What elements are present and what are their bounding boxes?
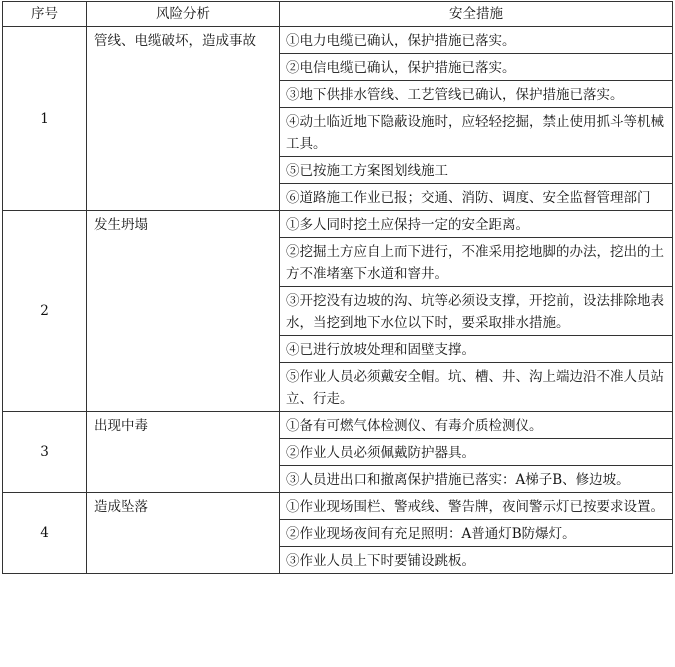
table-row bbox=[3, 493, 673, 520]
risk-analysis: 管线、电缆破坏，造成事故 bbox=[87, 27, 280, 211]
safety-measure: ③地下供排水管线、工艺管线已确认，保护措施已落实。 bbox=[280, 81, 673, 108]
table-row bbox=[3, 412, 673, 439]
safety-measure: ②作业现场夜间有充足照明：A普通灯B防爆灯。 bbox=[280, 520, 673, 547]
row-number: 2 bbox=[3, 211, 87, 412]
row-number: 4 bbox=[3, 493, 87, 574]
safety-measure: ④动土临近地下隐蔽设施时，应轻轻挖掘，禁止使用抓斗等机械工具。 bbox=[280, 108, 673, 157]
header-risk-analysis: 风险分析 bbox=[87, 2, 280, 27]
risk-analysis: 造成坠落 bbox=[87, 493, 280, 574]
safety-measure: ①电力电缆已确认，保护措施已落实。 bbox=[280, 27, 673, 54]
safety-measure: ⑤作业人员必须戴安全帽。坑、槽、井、沟上端边沿不准人员站立、行走。 bbox=[280, 363, 673, 412]
safety-measure: ⑤已按施工方案图划线施工 bbox=[280, 157, 673, 184]
safety-measure: ③开挖没有边坡的沟、坑等必须设支撑，开挖前，设法排除地表水，当挖到地下水位以下时，要采取排水措施。 bbox=[280, 287, 673, 336]
safety-measure: ④已进行放坡处理和固壁支撑。 bbox=[280, 336, 673, 363]
safety-measure: ③人员进出口和撤离保护措施已落实：A梯子B、修边坡。 bbox=[280, 466, 673, 493]
header-safety-measures: 安全措施 bbox=[280, 2, 673, 27]
safety-measure: ②挖掘土方应自上而下进行，不准采用挖地脚的办法，挖出的土方不准堵塞下水道和窨井。 bbox=[280, 238, 673, 287]
safety-measure: ⑥道路施工作业已报；交通、消防、调度、安全监督管理部门 bbox=[280, 184, 673, 211]
table-row bbox=[3, 211, 673, 238]
safety-measure: ③作业人员上下时要铺设跳板。 bbox=[280, 547, 673, 574]
safety-measure: ①多人同时挖土应保持一定的安全距离。 bbox=[280, 211, 673, 238]
safety-measure: ①备有可燃气体检测仪、有毒介质检测仪。 bbox=[280, 412, 673, 439]
header-row bbox=[3, 2, 673, 27]
safety-measure: ②作业人员必须佩戴防护器具。 bbox=[280, 439, 673, 466]
safety-measure: ②电信电缆已确认，保护措施已落实。 bbox=[280, 54, 673, 81]
header-number: 序号 bbox=[3, 2, 87, 27]
table-row bbox=[3, 27, 673, 54]
risk-analysis: 发生坍塌 bbox=[87, 211, 280, 412]
risk-analysis: 出现中毒 bbox=[87, 412, 280, 493]
row-number: 3 bbox=[3, 412, 87, 493]
safety-measure: ①作业现场围栏、警戒线、警告牌，夜间警示灯已按要求设置。 bbox=[280, 493, 673, 520]
safety-measures-table bbox=[2, 1, 673, 574]
row-number: 1 bbox=[3, 27, 87, 211]
